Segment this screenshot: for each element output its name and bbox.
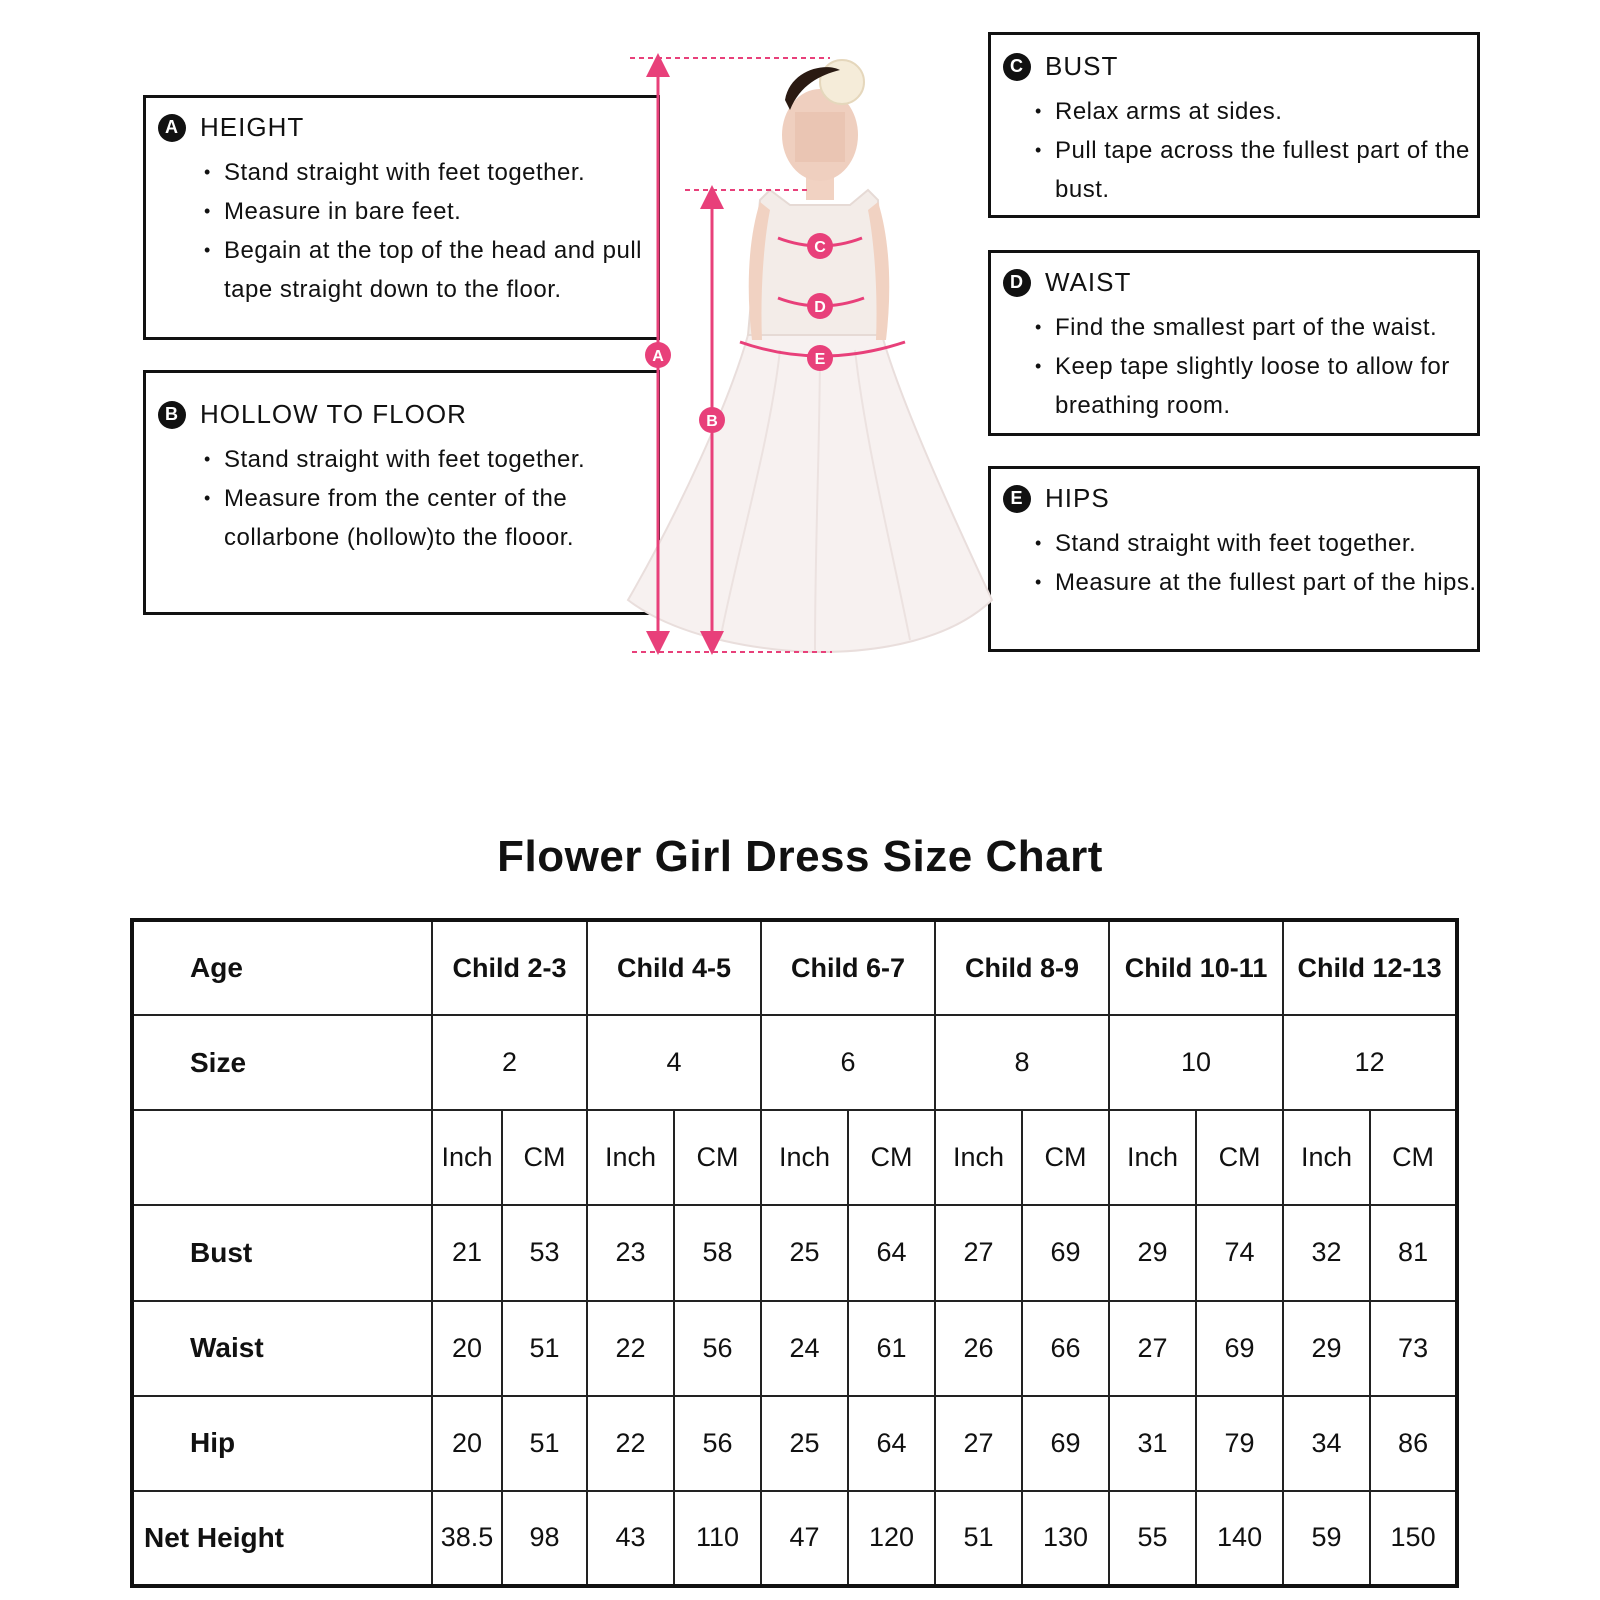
table-cell: 25 xyxy=(761,1205,848,1300)
unit-cell: CM xyxy=(674,1110,761,1205)
hollow-to-floor-bullet-2: • Measure from the center of the collarbone (hollow)to the flooor. xyxy=(202,479,657,557)
hips-heading xyxy=(1003,483,1477,514)
size-chart-title: Flower Girl Dress Size Chart xyxy=(497,832,1103,881)
svg-text:C: C xyxy=(814,239,826,256)
svg-text:E: E xyxy=(814,351,826,368)
table-cell: 110 xyxy=(674,1491,761,1586)
size-label: Size xyxy=(132,1015,432,1110)
bust-row xyxy=(132,1205,1457,1300)
height-bullet-list xyxy=(202,153,657,309)
height-bullet-1: • Stand straight with feet together. xyxy=(202,153,657,192)
unit-cell: Inch xyxy=(761,1110,848,1205)
age-cell: Child 6-7 xyxy=(761,920,935,1015)
bust-bullet-2: • Pull tape across the fullest part of the bust. xyxy=(1033,131,1477,209)
net-height-row xyxy=(132,1491,1457,1586)
hips-bullet-2: • Measure at the fullest part of the hips. xyxy=(1033,563,1477,602)
table-cell: 27 xyxy=(935,1205,1022,1300)
unit-cell: CM xyxy=(1022,1110,1109,1205)
table-cell: 27 xyxy=(935,1396,1022,1491)
table-cell: 47 xyxy=(761,1491,848,1586)
table-cell: 51 xyxy=(502,1301,587,1396)
size-cell: 6 xyxy=(761,1015,935,1110)
table-cell: 20 xyxy=(432,1301,502,1396)
table-cell: 69 xyxy=(1022,1205,1109,1300)
waist-instructions-box xyxy=(988,250,1480,436)
units-label-empty xyxy=(132,1110,432,1205)
waist-row xyxy=(132,1301,1457,1396)
table-cell: 29 xyxy=(1283,1301,1370,1396)
hollow-to-floor-title: HOLLOW TO FLOOR xyxy=(200,399,467,429)
unit-cell: CM xyxy=(1370,1110,1457,1205)
table-cell: 22 xyxy=(587,1301,674,1396)
table-cell: 64 xyxy=(848,1205,935,1300)
hollow-to-floor-bullet-1: • Stand straight with feet together. xyxy=(202,440,657,479)
waist-row-label: Waist xyxy=(132,1301,432,1396)
waist-heading xyxy=(1003,267,1477,298)
bust-bullet-1: • Relax arms at sides. xyxy=(1033,92,1477,131)
marker-c-badge-icon xyxy=(807,233,833,259)
unit-cell: Inch xyxy=(1109,1110,1196,1205)
table-cell: 22 xyxy=(587,1396,674,1491)
age-label: Age xyxy=(132,920,432,1015)
table-cell: 31 xyxy=(1109,1396,1196,1491)
marker-a-badge-icon xyxy=(645,342,671,368)
size-cell: 8 xyxy=(935,1015,1109,1110)
hips-bullet-list xyxy=(1033,524,1477,602)
table-cell: 24 xyxy=(761,1301,848,1396)
age-cell: Child 4-5 xyxy=(587,920,761,1015)
table-cell: 79 xyxy=(1196,1396,1283,1491)
marker-e-badge-icon xyxy=(807,345,833,371)
age-cell: Child 12-13 xyxy=(1283,920,1457,1015)
letter-e-badge-icon: E xyxy=(1003,485,1031,513)
table-cell: 61 xyxy=(848,1301,935,1396)
net-height-row-label: Net Height xyxy=(132,1491,432,1586)
girl-in-dress-illustration xyxy=(620,40,1040,680)
unit-cell: Inch xyxy=(432,1110,502,1205)
waist-title: WAIST xyxy=(1045,267,1132,297)
unit-cell: Inch xyxy=(935,1110,1022,1205)
table-cell: 38.5 xyxy=(432,1491,502,1586)
letter-b-badge-icon: B xyxy=(158,401,186,429)
table-cell: 58 xyxy=(674,1205,761,1300)
age-row xyxy=(132,920,1457,1015)
table-cell: 74 xyxy=(1196,1205,1283,1300)
units-row xyxy=(132,1110,1457,1205)
letter-d-badge-icon: D xyxy=(1003,269,1031,297)
unit-cell: CM xyxy=(502,1110,587,1205)
bust-heading xyxy=(1003,51,1477,82)
table-cell: 51 xyxy=(935,1491,1022,1586)
age-cell: Child 8-9 xyxy=(935,920,1109,1015)
table-cell: 43 xyxy=(587,1491,674,1586)
waist-bullet-2: • Keep tape slightly loose to allow for breathing room. xyxy=(1033,347,1477,425)
svg-text:B: B xyxy=(706,413,718,430)
table-cell: 98 xyxy=(502,1491,587,1586)
table-cell: 21 xyxy=(432,1205,502,1300)
table-cell: 26 xyxy=(935,1301,1022,1396)
size-chart-table xyxy=(130,918,1459,1588)
age-cell: Child 10-11 xyxy=(1109,920,1283,1015)
bust-row-label: Bust xyxy=(132,1205,432,1300)
table-cell: 25 xyxy=(761,1396,848,1491)
measurement-figure xyxy=(620,40,1040,680)
table-cell: 51 xyxy=(502,1396,587,1491)
svg-text:A: A xyxy=(652,348,664,365)
blurred-face xyxy=(795,112,845,162)
unit-cell: Inch xyxy=(1283,1110,1370,1205)
height-heading xyxy=(158,112,657,143)
hip-row-label: Hip xyxy=(132,1396,432,1491)
waist-bullet-1: • Find the smallest part of the waist. xyxy=(1033,308,1477,347)
size-cell: 2 xyxy=(432,1015,587,1110)
hips-title: HIPS xyxy=(1045,483,1110,513)
size-cell: 12 xyxy=(1283,1015,1457,1110)
letter-a-badge-icon: A xyxy=(158,114,186,142)
table-cell: 86 xyxy=(1370,1396,1457,1491)
marker-b-badge-icon xyxy=(699,407,725,433)
table-cell: 56 xyxy=(674,1396,761,1491)
table-cell: 59 xyxy=(1283,1491,1370,1586)
table-cell: 150 xyxy=(1370,1491,1457,1586)
unit-cell: CM xyxy=(1196,1110,1283,1205)
hollow-to-floor-heading xyxy=(158,399,657,430)
size-cell: 4 xyxy=(587,1015,761,1110)
table-cell: 64 xyxy=(848,1396,935,1491)
table-cell: 73 xyxy=(1370,1301,1457,1396)
hip-row xyxy=(132,1396,1457,1491)
marker-d-badge-icon xyxy=(807,293,833,319)
hollow-to-floor-instructions-box xyxy=(143,370,660,615)
unit-cell: Inch xyxy=(587,1110,674,1205)
table-cell: 55 xyxy=(1109,1491,1196,1586)
table-cell: 34 xyxy=(1283,1396,1370,1491)
table-cell: 23 xyxy=(587,1205,674,1300)
table-cell: 66 xyxy=(1022,1301,1109,1396)
height-bullet-3: • Begain at the top of the head and pull tape straight down to the floor. xyxy=(202,231,657,309)
height-bullet-2: • Measure in bare feet. xyxy=(202,192,657,231)
table-cell: 56 xyxy=(674,1301,761,1396)
table-cell: 130 xyxy=(1022,1491,1109,1586)
table-cell: 81 xyxy=(1370,1205,1457,1300)
bust-bullet-list xyxy=(1033,92,1477,209)
unit-cell: CM xyxy=(848,1110,935,1205)
size-cell: 10 xyxy=(1109,1015,1283,1110)
hips-instructions-box xyxy=(988,466,1480,652)
age-cell: Child 2-3 xyxy=(432,920,587,1015)
size-row xyxy=(132,1015,1457,1110)
height-instructions-box xyxy=(143,95,660,340)
table-cell: 29 xyxy=(1109,1205,1196,1300)
height-title: HEIGHT xyxy=(200,112,305,142)
table-cell: 32 xyxy=(1283,1205,1370,1300)
table-cell: 140 xyxy=(1196,1491,1283,1586)
table-cell: 120 xyxy=(848,1491,935,1586)
svg-text:D: D xyxy=(814,299,826,316)
hips-bullet-1: • Stand straight with feet together. xyxy=(1033,524,1477,563)
table-cell: 27 xyxy=(1109,1301,1196,1396)
bust-instructions-box xyxy=(988,32,1480,218)
table-cell: 69 xyxy=(1022,1396,1109,1491)
letter-c-badge-icon: C xyxy=(1003,53,1031,81)
bust-title: BUST xyxy=(1045,51,1119,81)
hollow-to-floor-bullet-list xyxy=(202,440,657,557)
table-cell: 53 xyxy=(502,1205,587,1300)
hair-flower xyxy=(820,60,864,104)
waist-bullet-list xyxy=(1033,308,1477,425)
table-cell: 69 xyxy=(1196,1301,1283,1396)
table-cell: 20 xyxy=(432,1396,502,1491)
dress-skirt xyxy=(628,335,992,652)
